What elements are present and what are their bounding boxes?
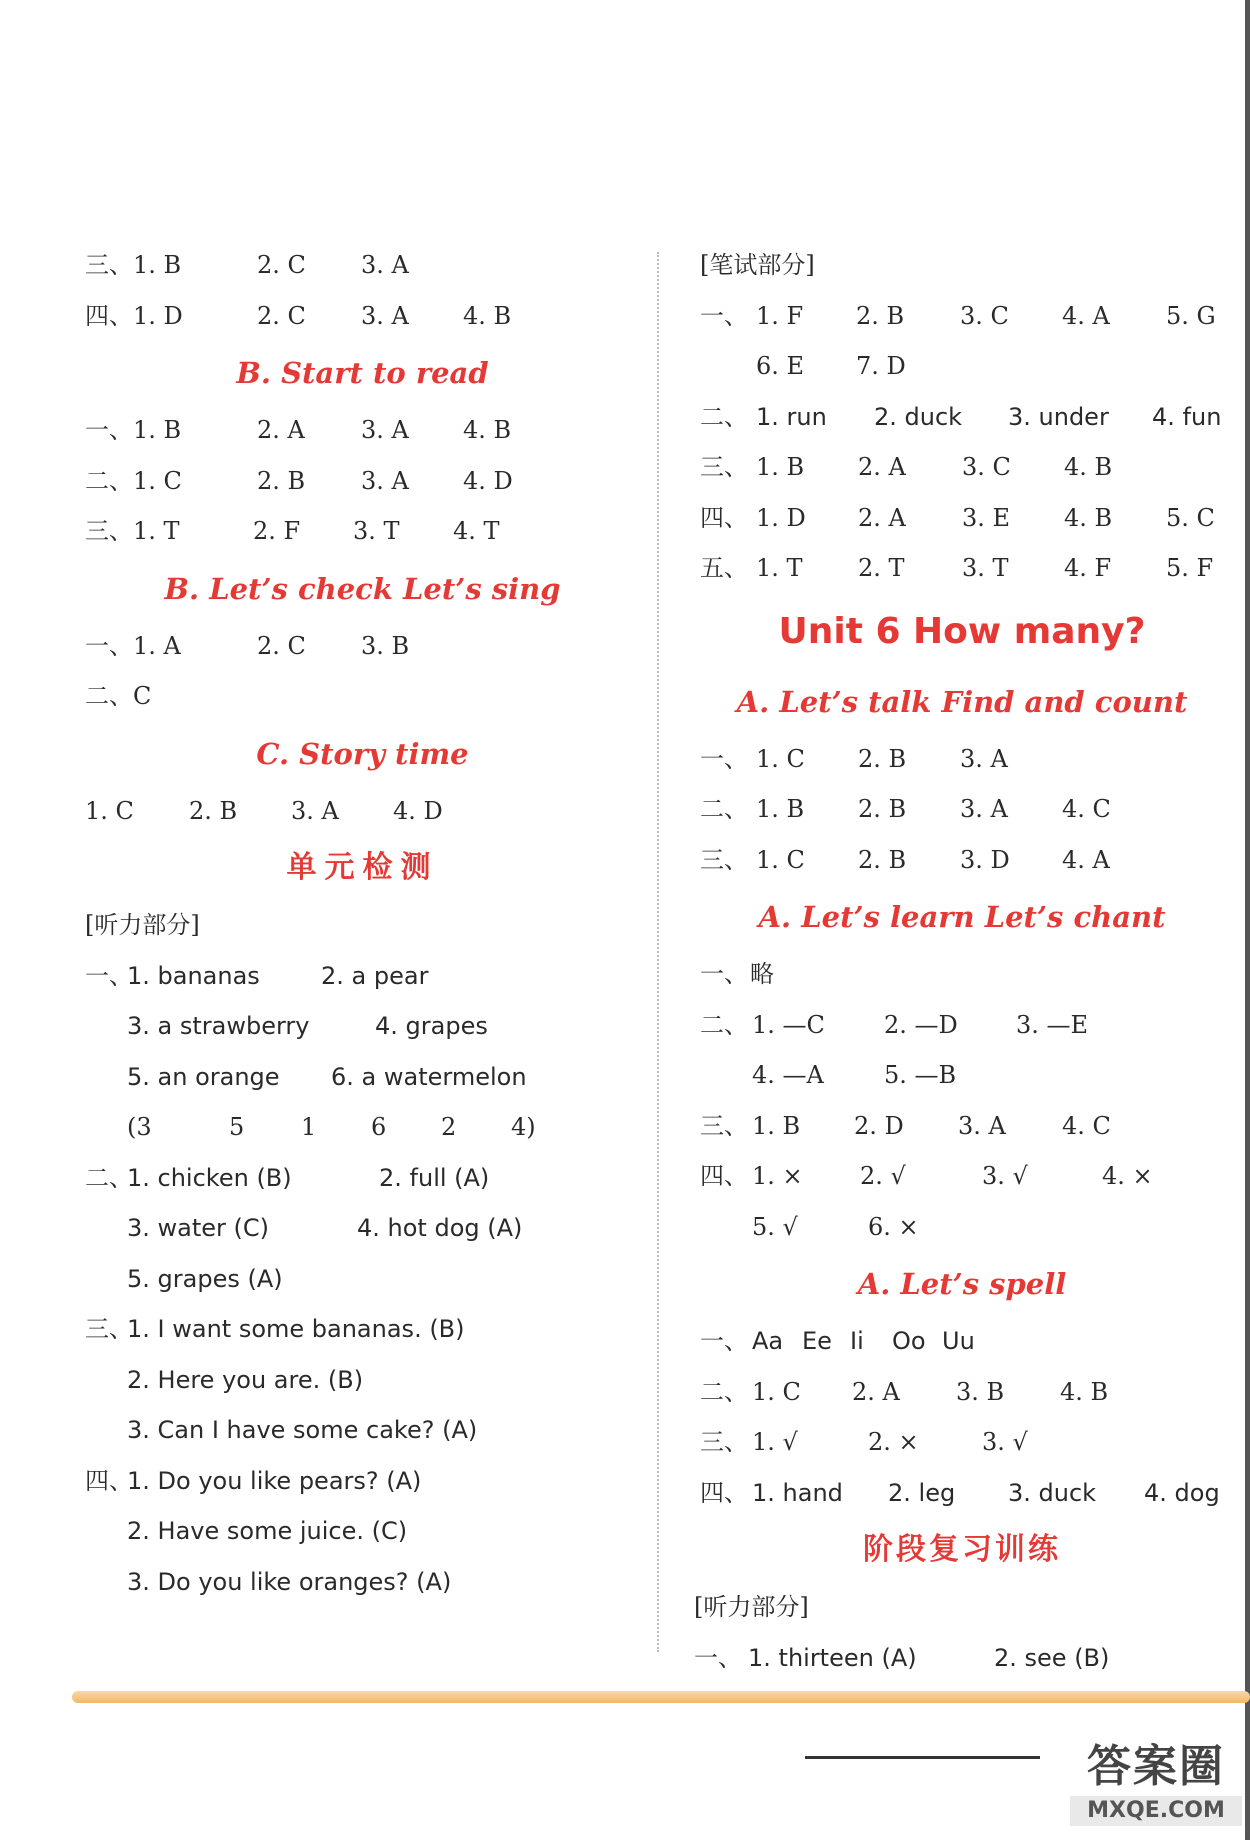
- answer: 4. C: [1062, 795, 1111, 823]
- answer: 1. C: [756, 845, 805, 874]
- answer: 1. C: [752, 1377, 801, 1406]
- answer: 2. T: [858, 554, 905, 582]
- answer: 5. C: [1166, 503, 1215, 532]
- row-label: 三、: [700, 845, 748, 874]
- answer: 1. run: [756, 402, 827, 431]
- page-edge: [1245, 0, 1250, 1840]
- answer: 2. √: [860, 1162, 906, 1190]
- answer: 1. B: [752, 1111, 801, 1140]
- answer-row: [692, 734, 1232, 785]
- answer-row: [85, 621, 640, 672]
- answer: 1. B: [756, 453, 805, 481]
- answer: 4. D: [393, 796, 443, 825]
- watermark-url: MXQE.COM: [1070, 1796, 1242, 1826]
- answer-row: [692, 1202, 1232, 1253]
- answer: 1. thirteen (A): [748, 1643, 917, 1672]
- answer: 1. T: [133, 517, 180, 545]
- answer: 1. T: [756, 554, 803, 582]
- answer: 4. fun: [1152, 402, 1222, 431]
- answer-row: [85, 291, 640, 342]
- section-heading: B. Start to read: [236, 356, 489, 390]
- answer-row: [692, 341, 1232, 392]
- answer: 2. A: [858, 453, 906, 481]
- answer: 1. Do you like pears? (A): [127, 1466, 422, 1495]
- answer: 1. ×: [752, 1162, 803, 1190]
- answer: 4. ×: [1102, 1162, 1153, 1190]
- answer: 1. B: [133, 416, 182, 444]
- answer-row: [692, 291, 1232, 342]
- watermark-text: 答案圈: [1087, 1741, 1225, 1792]
- answer: 1. B: [133, 251, 182, 279]
- row-label: 三、: [85, 1315, 133, 1343]
- answer: 1. D: [756, 503, 806, 532]
- answer: 4. hot dog (A): [357, 1214, 523, 1242]
- row-label: 二、: [85, 1163, 133, 1192]
- answer: 2. C: [257, 301, 306, 330]
- answer: 2. F: [253, 517, 301, 545]
- row-label: 四、: [700, 1162, 748, 1190]
- answer: 3. —E: [1016, 1010, 1089, 1039]
- row-label: 三、: [700, 453, 748, 481]
- answer-row: [85, 671, 640, 722]
- answer: 5. √: [752, 1212, 798, 1241]
- row-label: 三、: [85, 251, 133, 279]
- answer: 1. —C: [752, 1010, 825, 1039]
- answer: 3. Can I have some cake? (A): [127, 1416, 478, 1444]
- answer-row: [692, 543, 1232, 594]
- answer: Uu: [942, 1327, 975, 1355]
- answer: 3. A: [361, 301, 409, 330]
- answer: 6. a watermelon: [331, 1062, 527, 1091]
- row-label: 一、: [700, 1327, 748, 1355]
- row-label: 二、: [85, 466, 133, 495]
- row-label: 二、: [700, 1010, 748, 1039]
- answer: 3. under: [1008, 402, 1109, 431]
- answer: 3. B: [361, 631, 410, 660]
- row-label: 四、: [85, 301, 133, 330]
- row-label: 一、: [700, 960, 748, 988]
- answer: 2. C: [257, 631, 306, 660]
- answer-row: [85, 1001, 640, 1052]
- row-label: 二、: [700, 795, 748, 823]
- answer-row: [85, 506, 640, 557]
- answer: C: [133, 682, 152, 710]
- answer: 2. A: [257, 416, 305, 444]
- column-divider: [657, 252, 659, 1652]
- answer: 2. B: [856, 301, 905, 330]
- answer-row: [85, 1203, 640, 1254]
- subsection-label: [听力部分]: [85, 911, 200, 939]
- answer-row: [85, 1102, 640, 1153]
- answer: 4. A: [1062, 845, 1110, 874]
- answer: 4. B: [1064, 453, 1113, 481]
- answer-row: [692, 1000, 1232, 1051]
- section-heading: A. Let’s talk Find and count: [736, 684, 1188, 719]
- answer-row: [692, 1468, 1232, 1519]
- answer: 4. B: [1060, 1377, 1109, 1406]
- answer: 2. Here you are. (B): [127, 1365, 364, 1394]
- answer-row: [85, 405, 640, 456]
- answer: 2. A: [852, 1377, 900, 1406]
- unit-title: Unit 6 How many?: [778, 610, 1146, 652]
- watermark-logo: [1070, 1738, 1242, 1834]
- answer: 3. √: [982, 1162, 1028, 1190]
- answer-row: [692, 1101, 1232, 1152]
- answer: 3. C: [960, 301, 1009, 330]
- answer: 2. leg: [888, 1478, 956, 1507]
- answer: 2. B: [189, 796, 238, 825]
- answer: 2. B: [858, 744, 907, 773]
- answer: 5. —B: [884, 1061, 957, 1089]
- row-label: 四、: [85, 1466, 133, 1495]
- answer: 1. bananas: [127, 961, 260, 990]
- answer: 4. T: [453, 517, 500, 545]
- answer-row: [692, 1316, 1232, 1367]
- answer-row: [692, 493, 1232, 544]
- section-heading: B. Let’s check Let’s sing: [164, 571, 561, 606]
- answer: 3. T: [353, 517, 400, 545]
- answer: 4. B: [463, 301, 512, 330]
- answer: 4. B: [463, 416, 512, 444]
- answer: 2: [441, 1113, 457, 1141]
- answer: 6. E: [756, 352, 805, 380]
- answer: 3. √: [982, 1428, 1028, 1456]
- answer-row: [692, 442, 1232, 493]
- answer: 4. B: [1064, 503, 1113, 532]
- answer-row: [692, 392, 1232, 443]
- answer: 1. hand: [752, 1478, 843, 1507]
- answer: 1. A: [133, 631, 181, 660]
- answer: 1. F: [756, 301, 804, 330]
- answer: Ee: [802, 1327, 832, 1355]
- answer: 6. ×: [868, 1212, 919, 1241]
- answer-row: [692, 1367, 1232, 1418]
- answer: Ii: [850, 1327, 864, 1355]
- answer: 1. B: [756, 795, 805, 823]
- row-label: 一、: [700, 301, 748, 330]
- answer: 3. C: [962, 453, 1011, 481]
- answer: 1. C: [85, 796, 134, 825]
- answer: 2. a pear: [321, 961, 429, 990]
- answer-row: [692, 1050, 1232, 1101]
- subsection-label: [听力部分]: [694, 1593, 809, 1621]
- answer: 略: [750, 960, 774, 988]
- row-label: 二、: [700, 1377, 748, 1406]
- section-heading: A. Let’s learn Let’s chant: [758, 900, 1166, 934]
- row-label: 一、: [85, 631, 133, 660]
- answer: 2. see (B): [994, 1643, 1110, 1672]
- answer: 4. D: [463, 466, 513, 495]
- section-heading: C. Story time: [256, 736, 469, 771]
- answer: 3. water (C): [127, 1214, 270, 1242]
- answer: 3. A: [361, 416, 409, 444]
- answer-row: [85, 240, 640, 291]
- answer: 6: [371, 1113, 387, 1141]
- answer: 3. A: [960, 795, 1008, 823]
- answer: 3. A: [960, 744, 1008, 773]
- answer: 3. B: [956, 1377, 1005, 1406]
- answer: 2. B: [257, 466, 306, 495]
- answer: 4. —A: [752, 1061, 824, 1089]
- footer-rule: [805, 1756, 1040, 1759]
- answer: 2. B: [858, 795, 907, 823]
- answer: 2. B: [858, 845, 907, 874]
- answer: 3. Do you like oranges? (A): [127, 1567, 452, 1596]
- answer: 5. F: [1166, 554, 1214, 582]
- answer-row: [692, 1417, 1232, 1468]
- answer: 4. grapes: [375, 1012, 488, 1040]
- row-label: 一、: [700, 744, 748, 773]
- answer: 3. a strawberry: [127, 1012, 310, 1040]
- answer-row: [692, 835, 1232, 886]
- answer: 4. C: [1062, 1111, 1111, 1140]
- answer: 1. √: [752, 1428, 798, 1456]
- answer: 1: [301, 1113, 317, 1141]
- answer: 5. G: [1166, 301, 1216, 330]
- answer: 3. E: [962, 503, 1011, 532]
- answer: 3. A: [958, 1111, 1006, 1140]
- answer: 3. A: [291, 796, 339, 825]
- answer-row: [85, 456, 640, 507]
- answer-row: [85, 1355, 640, 1406]
- unit-test-heading: 单元检测: [286, 850, 439, 885]
- answer: 2. ×: [868, 1428, 919, 1456]
- answer: 1. C: [756, 744, 805, 773]
- answer: 5: [229, 1113, 245, 1141]
- left-column: [85, 240, 640, 1607]
- row-label: 五、: [700, 554, 748, 582]
- answer: 4. dog: [1144, 1478, 1220, 1507]
- answer-row: [692, 784, 1232, 835]
- answer-row: [85, 1254, 640, 1305]
- answer: 2. C: [257, 251, 306, 279]
- answer-row: [692, 1633, 1232, 1684]
- answer: 2. Have some juice. (C): [127, 1517, 408, 1545]
- answer: 5. grapes (A): [127, 1264, 283, 1293]
- answer: (3: [127, 1113, 152, 1141]
- answer: 2. duck: [874, 402, 963, 431]
- answer-row: [85, 1456, 640, 1507]
- right-column: [692, 240, 1232, 1683]
- row-label: 一、: [694, 1643, 742, 1672]
- answer-row: [85, 1506, 640, 1557]
- review-heading: 阶段复习训练: [863, 1532, 1061, 1567]
- answer: 4): [511, 1113, 536, 1141]
- answer: 5. an orange: [127, 1062, 280, 1091]
- answer: 3. A: [361, 251, 409, 279]
- answer: 3. D: [960, 845, 1010, 874]
- row-label: 四、: [700, 503, 748, 532]
- answer-row: [692, 949, 1232, 1000]
- row-label: 二、: [700, 402, 748, 431]
- answer: 2. D: [854, 1111, 904, 1140]
- answer: Aa: [752, 1327, 784, 1355]
- answer-row: [85, 1153, 640, 1204]
- answer-row: [85, 786, 640, 837]
- footer-band: [72, 1691, 1250, 1703]
- answer-row: [85, 1052, 640, 1103]
- answer: 3. A: [361, 466, 409, 495]
- answer: 1. I want some bananas. (B): [127, 1315, 465, 1343]
- answer: 2. —D: [884, 1010, 958, 1039]
- subsection-label: [笔试部分]: [700, 251, 815, 279]
- answer: 1. chicken (B): [127, 1163, 292, 1192]
- row-label: 三、: [700, 1111, 748, 1140]
- answer: 4. A: [1062, 301, 1110, 330]
- answer: 3. T: [962, 554, 1009, 582]
- row-label: 三、: [85, 517, 133, 545]
- row-label: 一、: [85, 416, 133, 444]
- answer: 1. C: [133, 466, 182, 495]
- answer-row: [85, 1304, 640, 1355]
- row-label: 一、: [85, 961, 133, 990]
- answer: 3. duck: [1008, 1478, 1097, 1507]
- row-label: 三、: [700, 1428, 748, 1456]
- answer-row: [692, 1151, 1232, 1202]
- answer: 2. A: [858, 503, 906, 532]
- answer: 1. D: [133, 301, 183, 330]
- answer-row: [85, 1557, 640, 1608]
- row-label: 二、: [85, 682, 133, 710]
- section-heading: A. Let’s spell: [857, 1267, 1067, 1301]
- answer: 2. full (A): [379, 1163, 490, 1192]
- row-label: 四、: [700, 1478, 748, 1507]
- answer-row: [85, 1405, 640, 1456]
- answer: 4. F: [1064, 554, 1112, 582]
- answer-row: [85, 951, 640, 1002]
- answer: Oo: [892, 1327, 926, 1355]
- answer: 7. D: [856, 352, 906, 380]
